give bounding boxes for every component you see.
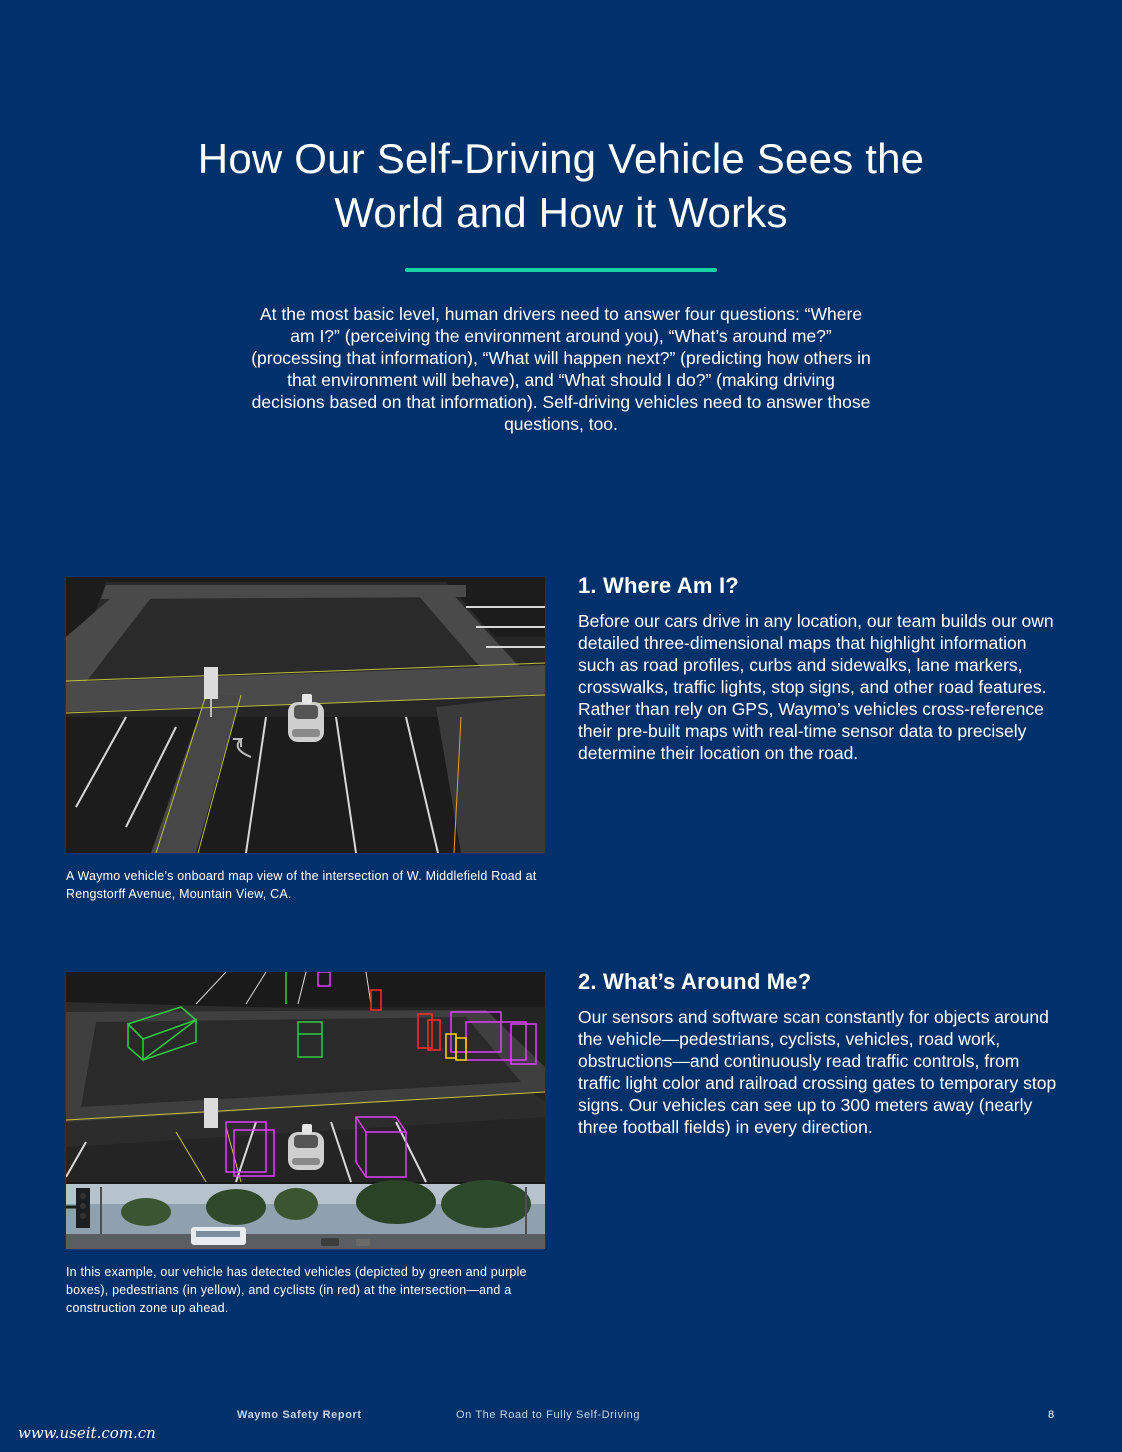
- title-accent-rule: [405, 268, 717, 272]
- street-camera-photo: [66, 1180, 545, 1249]
- footer-page-number: 8: [1048, 1409, 1055, 1421]
- section-where-am-i-heading: 1. Where Am I?: [578, 573, 739, 598]
- street-sign: [204, 667, 218, 699]
- watermark-text: www.useit.com.cn: [18, 1424, 156, 1442]
- map-view-image: [66, 577, 545, 853]
- detection-view-image: [66, 972, 545, 1249]
- intro-paragraph: At the most basic level, human drivers need to answer four questions: “Where am I?” (perceiving the environment around you), “What’s around me?” (processing that information), “What will happen next?” (predicting how others in that environment will behave), and “What should I do?” (making driving decisions based on that information). Self-driving vehicles need to answer those questions, too.: [251, 304, 871, 434]
- section-whats-around-me-heading: 2. What’s Around Me?: [578, 969, 812, 994]
- map-view-caption: A Waymo vehicle’s onboard map view of the intersection of W. Middlefield Road at Rengstorff Avenue, Mountain View, CA.: [66, 869, 537, 901]
- section-whats-around-me-body: Our sensors and software scan constantly for objects around the vehicle—pedestrians, cyclists, vehicles, road work, obstructions—and continuously read traffic controls, from traffic light color and railroad crossing gates to temporary stop signs. Our vehicles can see up to 300 meters away (nearly three football fields) in every direction.: [578, 1007, 1057, 1137]
- detection-view-caption: In this example, our vehicle has detected vehicles (depicted by green and purple boxes), pedestrians (in yellow), and cyclists (in red) at the intersection—and a construction zone up ahead.: [66, 1265, 527, 1315]
- page-title: How Our Self-Driving Vehicle Sees the World and How it Works: [197, 135, 925, 236]
- footer-report-name: Waymo Safety Report: [237, 1409, 362, 1421]
- footer-section-name: On The Road to Fully Self-Driving: [456, 1409, 641, 1421]
- section-where-am-i-body: Before our cars drive in any location, our team builds our own detailed three-dimensional maps that highlight information such as road profiles, curbs and sidewalks, lane markers, crosswalks, traffic lights, stop signs, and other road features. Rather than rely on GPS, Waymo’s vehicles cross-reference their pre-built maps with real-time sensor data to precisely determine their location on the road.: [578, 611, 1054, 763]
